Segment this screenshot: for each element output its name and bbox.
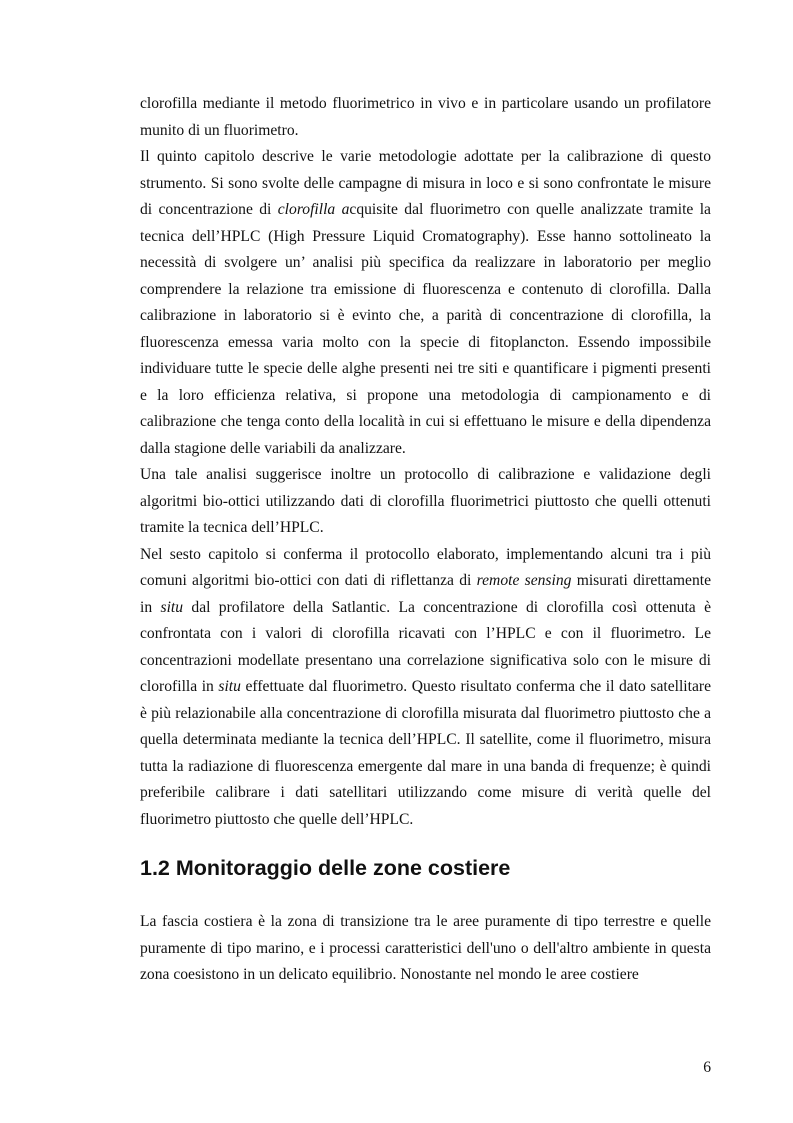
intro-paragraphs xyxy=(140,91,711,833)
paragraph-text: misurati direttamente in xyxy=(140,572,711,616)
paragraph-text: Il quinto capitolo descrive le varie metodologie adottate per la calibrazione di questo strumento. Si sono svolte delle campagne di misura in loco e si sono confrontate le misure di concentrazione di xyxy=(140,148,711,218)
italic-text: situ xyxy=(218,678,241,695)
document-body xyxy=(140,91,711,989)
paragraph xyxy=(140,144,711,462)
paragraph-text: cquisite dal fluorimetro con quelle analizzate tramite la tecnica dell’HPLC (High Pressure Liquid Cromatography). Esse hanno sottolineato la necessità di svolgere un’ analisi più specifica da realizzare in laboratorio per meglio comprendere la relazione tra emissione di fluorescenza e contenuto di clorofilla. Dalla calibrazione in laboratorio si è evinto che, a parità di concentrazione di clorofilla, la fluorescenza emessa varia molto con la specie di fitoplancton. Essendo impossibile individuare tutte le specie delle alghe presenti nei tre siti e quantificare i pigmenti presenti e la loro efficienza relativa, si propone una metodologia di campionamento e di calibrazione che tenga conto della località in cui si effettuano le misure e della dipendenza dalla stagione delle variabili da analizzare. xyxy=(140,201,711,457)
italic-text: clorofilla a xyxy=(277,201,350,218)
paragraph xyxy=(140,91,711,144)
section-paragraph xyxy=(140,909,711,989)
paragraph-text: La fascia costiera è la zona di transizione tra le aree puramente di tipo terrestre e quelle puramente di tipo marino, e i processi caratteristici dell'uno o dell'altro ambiente in questa zona coesistono in un delicato equilibrio. Nonostante nel mondo le aree costiere xyxy=(140,913,711,983)
paragraph xyxy=(140,462,711,542)
paragraph-text: Nel sesto capitolo si conferma il protocollo elaborato, implementando alcuni tra i più comuni algoritmi bio-ottici con dati di riflettanza di xyxy=(140,545,711,589)
paragraph-text: clorofilla mediante il metodo fluorimetrico in vivo e in particolare usando un profilatore munito di un fluorimetro. xyxy=(140,95,711,139)
italic-text: situ xyxy=(160,598,184,616)
section-heading xyxy=(140,854,711,882)
section-number: 1.2 xyxy=(140,856,170,880)
paragraph-text: dal profilatore della Satlantic. La concentrazione di clorofilla così ottenuta è confrontata con i valori di clorofilla ricavati con l’HPLC e con il fluorimetro. Le concentrazioni modellate presentano una correlazione significativa solo con le misure di clorofilla in xyxy=(140,598,711,695)
section-paragraphs xyxy=(140,909,711,989)
paragraph-text: effettuate dal fluorimetro. Questo risultato conferma che il dato satellitare è più relazionabile alla concentrazione di clorofilla misurata dal fluorimetro piuttosto che a quella determinata mediante la tecnica dell’HPLC. Il satellite, come il fluorimetro, misura tutta la radiazione di fluorescenza emergente dal mare in una banda di frequenze; è quindi preferibile calibrare i dati satellitari utilizzando come misure di verità quelle del fluorimetro piuttosto che quelle dell’HPLC. xyxy=(140,678,712,828)
paragraph xyxy=(140,542,711,834)
italic-text: remote sensing xyxy=(476,572,572,589)
page-number: 6 xyxy=(703,1059,711,1076)
section-title: Monitoraggio delle zone costiere xyxy=(175,856,511,880)
paragraph-text: Una tale analisi suggerisce inoltre un protocollo di calibrazione e validazione degli algoritmi bio-ottici utilizzando dati di clorofilla fluorimetrici piuttosto che quelli ottenuti tramite la tecnica dell’HPLC. xyxy=(140,466,711,536)
